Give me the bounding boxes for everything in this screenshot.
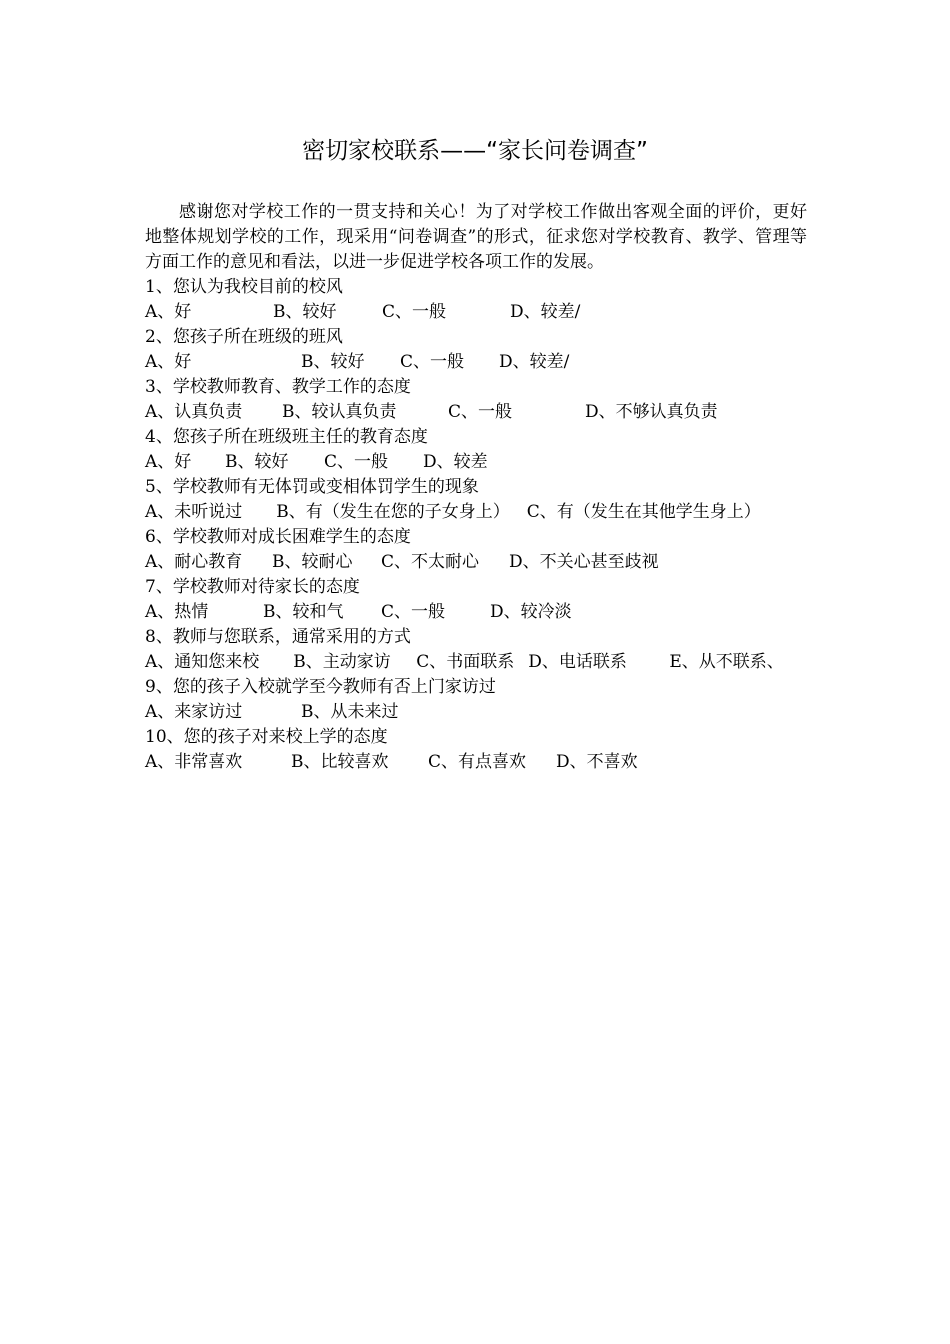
option-9b: B、从未来过 xyxy=(301,702,399,722)
page-title: 密切家校联系——“家长问卷调查” xyxy=(302,138,648,164)
option-8a: A、通知您来校 xyxy=(145,652,260,672)
option-1c: C、一般 xyxy=(382,302,447,322)
option-2a: A、好 xyxy=(145,352,192,372)
option-5c: C、有（发生在其他学生身上） xyxy=(526,502,761,522)
option-7c: C、一般 xyxy=(381,602,446,622)
question-5: 5、学校教师有无体罚或变相体罚学生的现象 xyxy=(145,477,479,497)
option-8d: D、电话联系 xyxy=(528,652,627,672)
question-9: 9、您的孩子入校就学至今教师有否上门家访过 xyxy=(145,677,496,697)
option-4a: A、好 xyxy=(145,452,192,472)
option-7d: D、较冷淡 xyxy=(490,602,572,622)
option-8c: C、书面联系 xyxy=(416,652,515,672)
option-3b: B、较认真负责 xyxy=(282,402,397,422)
survey-body xyxy=(145,200,807,775)
option-2b: B、较好 xyxy=(301,352,365,372)
option-3d: D、不够认真负责 xyxy=(585,402,718,422)
options-7 xyxy=(145,600,807,625)
option-6d: D、不关心甚至歧视 xyxy=(509,552,659,572)
options-3 xyxy=(145,400,807,425)
option-10c: C、有点喜欢 xyxy=(428,752,527,772)
question-10: 10、您的孩子对来校上学的态度 xyxy=(145,727,388,747)
option-1a: A、好 xyxy=(145,302,192,322)
option-6a: A、耐心教育 xyxy=(145,552,243,572)
option-10a: A、非常喜欢 xyxy=(145,752,243,772)
question-7: 7、学校教师对待家长的态度 xyxy=(145,577,360,597)
option-2d: D、较差/ xyxy=(499,352,570,372)
question-8: 8、教师与您联系，通常采用的方式 xyxy=(145,627,411,647)
option-6b: B、较耐心 xyxy=(272,552,353,572)
option-8b: B、主动家访 xyxy=(293,652,391,672)
option-5b: B、有（发生在您的子女身上） xyxy=(276,502,510,522)
option-3c: C、一般 xyxy=(448,402,513,422)
options-5 xyxy=(145,500,807,525)
question-4: 4、您孩子所在班级班主任的教育态度 xyxy=(145,427,428,447)
option-6c: C、不太耐心 xyxy=(381,552,480,572)
question-1: 1、您认为我校目前的校风 xyxy=(145,277,343,297)
options-4 xyxy=(145,450,807,475)
intro-paragraph: 感谢您对学校工作的一贯支持和关心！为了对学校工作做出客观全面的评价，更好地整体规划学校的工作，现采用“问卷调查”的形式，征求您对学校教育、教学、管理等方面工作的意见和看法，以进一步促进学校各项工作的发展。 xyxy=(145,202,807,272)
options-1 xyxy=(145,300,807,325)
option-8e: E、从不联系、 xyxy=(669,652,784,672)
options-8 xyxy=(145,650,807,675)
option-5a: A、未听说过 xyxy=(145,502,243,522)
question-6: 6、学校教师对成长困难学生的态度 xyxy=(145,527,411,547)
option-4c: C、一般 xyxy=(324,452,389,472)
option-1b: B、较好 xyxy=(273,302,337,322)
option-10b: B、比较喜欢 xyxy=(291,752,389,772)
question-3: 3、学校教师教育、教学工作的态度 xyxy=(145,377,411,397)
options-6 xyxy=(145,550,807,575)
option-4d: D、较差 xyxy=(423,452,488,472)
options-10 xyxy=(145,750,807,775)
option-7b: B、较和气 xyxy=(263,602,344,622)
option-7a: A、热情 xyxy=(145,602,209,622)
option-2c: C、一般 xyxy=(400,352,465,372)
question-2: 2、您孩子所在班级的班风 xyxy=(145,327,343,347)
options-9 xyxy=(145,700,807,725)
option-3a: A、认真负责 xyxy=(145,402,243,422)
option-4b: B、较好 xyxy=(225,452,289,472)
options-2 xyxy=(145,350,807,375)
option-9a: A、来家访过 xyxy=(145,702,243,722)
option-10d: D、不喜欢 xyxy=(556,752,638,772)
option-1d: D、较差/ xyxy=(510,302,581,322)
